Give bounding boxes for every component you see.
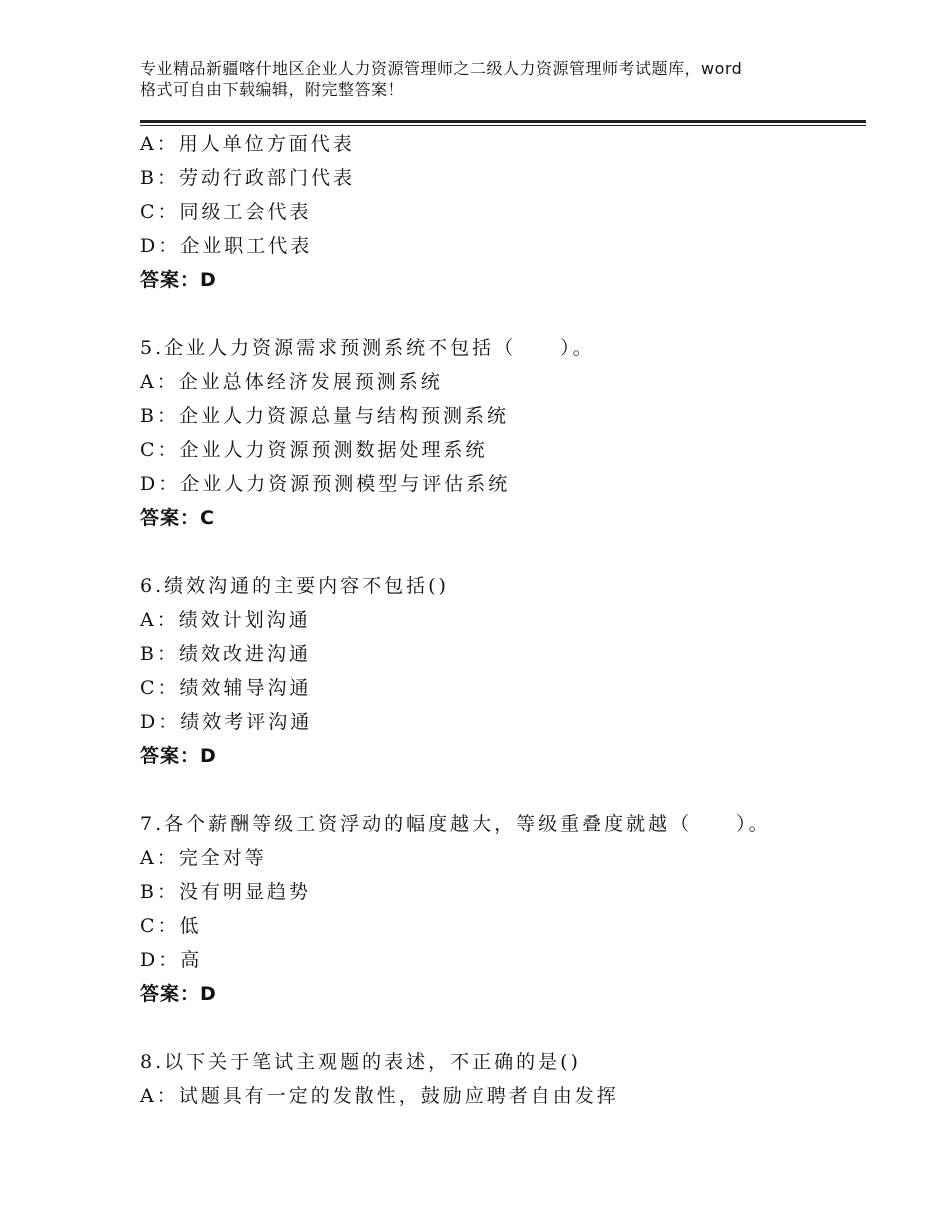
header-line-2: 格式可自由下载编辑，附完整答案！ bbox=[140, 80, 405, 99]
spacer bbox=[140, 297, 860, 331]
option-c: C：同级工会代表 bbox=[140, 201, 312, 223]
question-5-block bbox=[140, 331, 860, 535]
option-a: A：绩效计划沟通 bbox=[140, 609, 311, 631]
question-7-block bbox=[140, 807, 860, 1011]
spacer bbox=[140, 1011, 860, 1045]
option-a: A：试题具有一定的发散性，鼓励应聘者自由发挥 bbox=[140, 1085, 619, 1107]
answer: 答案：D bbox=[140, 269, 217, 291]
header-line-1: 专业精品新疆喀什地区企业人力资源管理师之二级人力资源管理师考试题库，word bbox=[140, 59, 743, 78]
question-list bbox=[140, 127, 860, 1113]
option-b: B：没有明显趋势 bbox=[140, 881, 311, 903]
option-d: D：企业人力资源预测模型与评估系统 bbox=[140, 473, 511, 495]
answer: 答案：D bbox=[140, 983, 217, 1005]
option-a: A：用人单位方面代表 bbox=[140, 133, 355, 155]
option-d: D：企业职工代表 bbox=[140, 235, 313, 257]
spacer bbox=[140, 535, 860, 569]
option-c: C：低 bbox=[140, 915, 202, 937]
header-rule-thick bbox=[140, 120, 866, 123]
question-8-block bbox=[140, 1045, 860, 1113]
option-a: A：完全对等 bbox=[140, 847, 267, 869]
option-c: C：绩效辅导沟通 bbox=[140, 677, 312, 699]
option-d: D：高 bbox=[140, 949, 203, 971]
spacer bbox=[140, 773, 860, 807]
option-d: D：绩效考评沟通 bbox=[140, 711, 313, 733]
question-text: 7.各个薪酬等级工资浮动的幅度越大，等级重叠度就越（ ）。 bbox=[140, 813, 771, 835]
answer: 答案：C bbox=[140, 507, 215, 529]
question-text: 8.以下关于笔试主观题的表述，不正确的是() bbox=[140, 1051, 581, 1073]
question-text: 6.绩效沟通的主要内容不包括() bbox=[140, 575, 449, 597]
question-6-block bbox=[140, 569, 860, 773]
option-c: C：企业人力资源预测数据处理系统 bbox=[140, 439, 488, 461]
answer: 答案：D bbox=[140, 745, 217, 767]
option-b: B：企业人力资源总量与结构预测系统 bbox=[140, 405, 509, 427]
question-text: 5.企业人力资源需求预测系统不包括（ ）。 bbox=[140, 337, 595, 359]
header-rule-thin bbox=[140, 125, 866, 126]
option-a: A：企业总体经济发展预测系统 bbox=[140, 371, 443, 393]
question-4-block bbox=[140, 127, 860, 297]
option-b: B：劳动行政部门代表 bbox=[140, 167, 355, 189]
document-header bbox=[140, 58, 840, 100]
option-b: B：绩效改进沟通 bbox=[140, 643, 311, 665]
